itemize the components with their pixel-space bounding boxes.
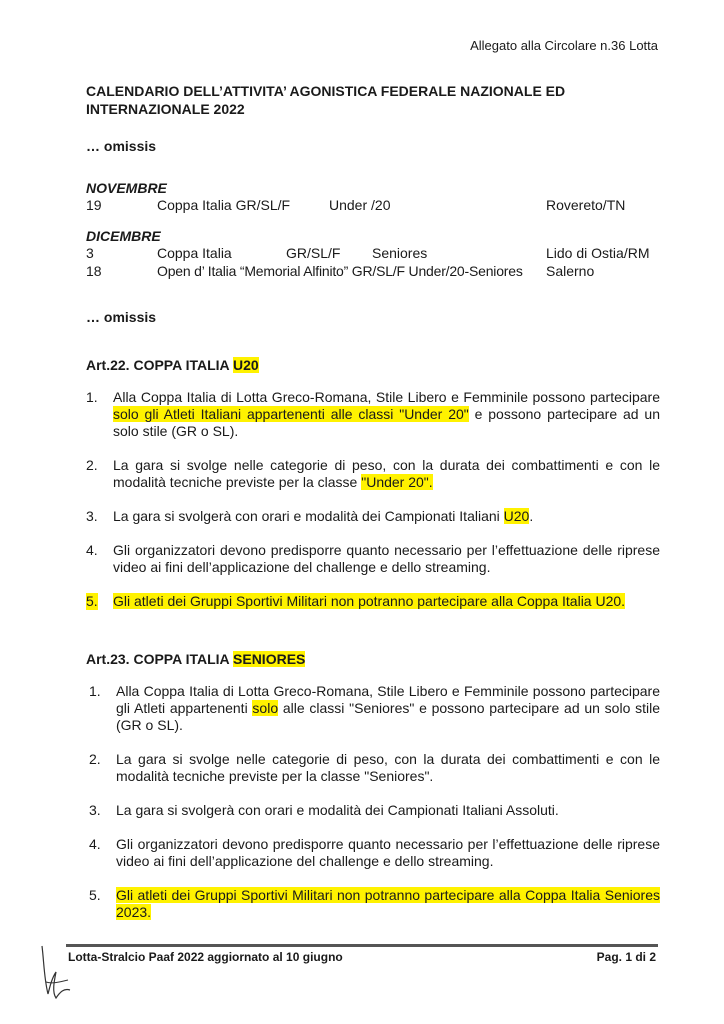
item-text: La gara si svolge nelle categorie di peso, con la durata dei combattimenti e con le modalità tecniche previste per la classe xyxy=(113,457,660,490)
item-text: Alla Coppa Italia di Lotta Greco-Romana, Stile Libero e Femminile possono partecipare gli Atleti appartenenti xyxy=(116,683,660,716)
header-note: Allegato alla Circolare n.36 Lotta xyxy=(470,38,658,53)
art23-heading-highlight: SENIORES xyxy=(233,651,306,667)
item-number: 4. xyxy=(86,542,98,558)
month-december: DICEMBRE xyxy=(86,228,161,244)
item-text: Gli organizzatori devono predisporre quanto necessario per l’effettuazione delle riprese video ai fini dell’applicazione del challenge e dello streaming. xyxy=(113,542,660,575)
row-category: Seniores xyxy=(372,245,428,261)
item-number: 5. xyxy=(89,887,101,903)
item-text: Alla Coppa Italia di Lotta Greco-Romana, Stile Libero e Femminile possono partecipare xyxy=(113,389,660,405)
footer-rule xyxy=(66,944,658,947)
document-title xyxy=(86,82,666,118)
row-day: 19 xyxy=(86,197,102,213)
item-highlight: Gli atleti dei Gruppi Sportivi Militari non potranno partecipare alla Coppa Italia Seniores 2023. xyxy=(116,887,660,920)
item-text: Gli organizzatori devono predisporre quanto necessario per l’effettuazione delle riprese video ai fini dell’applicazione del challenge e dello streaming. xyxy=(116,836,660,869)
item-number: 1. xyxy=(89,683,101,699)
list-item xyxy=(89,836,660,870)
row-event: Coppa Italia GR/SL/F xyxy=(157,197,291,213)
list-item xyxy=(86,457,660,491)
footer-left-text: Lotta-Stralcio Paaf 2022 aggiornato al 10 giugno xyxy=(68,950,343,964)
item-number: 3. xyxy=(89,802,101,818)
list-item xyxy=(86,542,660,576)
row-event: Coppa Italia xyxy=(157,245,232,261)
row-category: Under /20 xyxy=(329,197,391,213)
item-number: 2. xyxy=(86,457,98,473)
row-event: Open d’ Italia “Memorial Alfinito” GR/SL/F Under/20-Seniores xyxy=(157,263,523,279)
list-item xyxy=(86,389,660,440)
item-text-post: e possono partecipare ad un solo stile (GR o SL). xyxy=(113,406,660,439)
list-item xyxy=(89,887,660,921)
title-line-1: CALENDARIO DELL’ATTIVITA’ AGONISTICA FEDERALE NAZIONALE ED xyxy=(86,83,566,99)
item-highlight: Gli atleti dei Gruppi Sportivi Militari non potranno partecipare alla Coppa Italia U20. xyxy=(113,593,626,609)
page-number: Pag. 1 di 2 xyxy=(596,950,656,964)
row-day: 18 xyxy=(86,263,102,279)
art22-heading-text: Art.22. COPPA ITALIA xyxy=(86,357,230,373)
item-text: La gara si svolgerà con orari e modalità dei Campionati Italiani xyxy=(113,508,504,524)
row-place: Rovereto/TN xyxy=(546,197,626,213)
item-highlight: solo xyxy=(252,700,279,716)
item-number: 4. xyxy=(89,836,101,852)
row-place: Lido di Ostia/RM xyxy=(546,245,650,261)
item-text: La gara si svolgerà con orari e modalità dei Campionati Italiani Assoluti. xyxy=(116,802,559,818)
item-number: 3. xyxy=(86,508,98,524)
list-item xyxy=(89,802,660,819)
item-highlight: solo gli Atleti Italiani appartenenti alle classi "Under 20" xyxy=(113,406,469,422)
item-number: 2. xyxy=(89,751,101,767)
omissis-top: … omissis xyxy=(86,138,157,154)
art22-heading-highlight: U20 xyxy=(233,357,259,373)
title-line-2: INTERNAZIONALE 2022 xyxy=(86,101,245,117)
art22-list xyxy=(86,389,660,610)
item-highlight: "Under 20". xyxy=(361,474,433,490)
item-text-post: alle classi "Seniores" e possono partecipare ad un solo stile (GR o SL). xyxy=(116,700,660,733)
item-text-post: . xyxy=(529,508,534,524)
art23-list xyxy=(89,683,660,921)
row-day: 3 xyxy=(86,245,94,261)
list-item xyxy=(89,683,660,734)
omissis-bottom: … omissis xyxy=(86,309,157,325)
item-text: La gara si svolge nelle categorie di peso, con la durata dei combattimenti e con le modalità tecniche previste per la classe "Seniores". xyxy=(116,751,660,784)
item-number: 5. xyxy=(86,593,98,609)
art23-heading-text: Art.23. COPPA ITALIA xyxy=(86,651,230,667)
list-item xyxy=(89,751,660,785)
row-place: Salerno xyxy=(546,263,595,279)
art22-heading xyxy=(86,357,259,373)
month-november: NOVEMBRE xyxy=(86,180,167,196)
list-item xyxy=(86,508,660,525)
art23-heading xyxy=(86,651,305,667)
item-number: 1. xyxy=(86,389,98,405)
item-highlight: U20 xyxy=(503,508,530,524)
row-styles: GR/SL/F xyxy=(286,245,341,261)
list-item xyxy=(86,593,660,610)
